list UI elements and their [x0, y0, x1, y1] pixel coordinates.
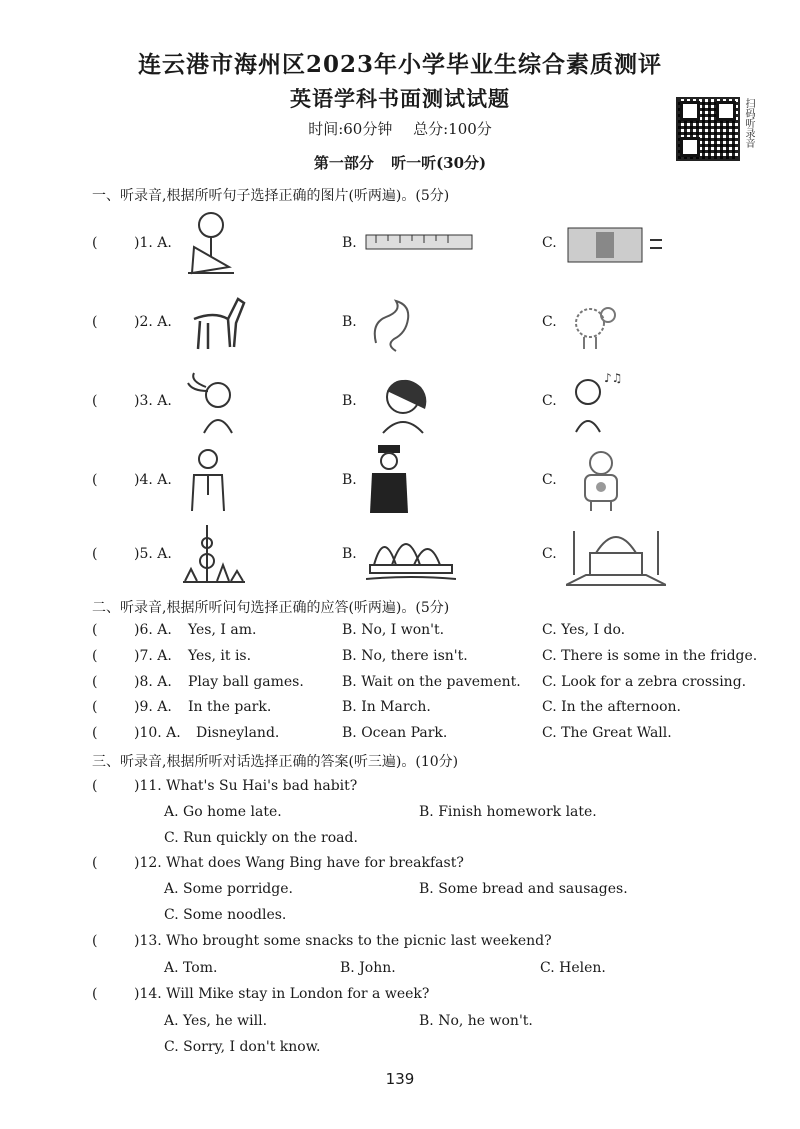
- question-number: )2. A.: [134, 314, 172, 330]
- question-row: [92, 855, 772, 875]
- option-c: C. Run quickly on the road.: [164, 830, 358, 846]
- question-number: )9. A.: [134, 699, 172, 715]
- question-row: [92, 933, 772, 953]
- options-row: [92, 907, 772, 927]
- taj-mahal-icon: [565, 516, 667, 588]
- answer-paren[interactable]: (: [92, 472, 98, 488]
- answer-paren[interactable]: (: [92, 648, 98, 664]
- sheep-icon: [565, 292, 627, 356]
- options-row: [92, 804, 772, 824]
- option-b: B. Some bread and sausages.: [419, 881, 628, 897]
- options-row: [92, 830, 772, 850]
- answer-paren[interactable]: (: [92, 235, 98, 251]
- exam-title: 连云港市海州区2023年小学毕业生综合素质测评: [137, 51, 662, 78]
- ruler-icon: [363, 230, 475, 254]
- option-c: C. In the afternoon.: [542, 699, 681, 715]
- option-b-label: B.: [342, 393, 357, 409]
- question-row: [92, 648, 772, 668]
- qr-caption: 扫码听录音: [743, 98, 754, 148]
- option-c-label: C.: [542, 393, 557, 409]
- question-stem: )13. Who brought some snacks to the picnic last weekend?: [134, 933, 552, 949]
- question-row: [92, 699, 772, 719]
- answer-paren[interactable]: (: [92, 933, 98, 949]
- question-stem: )12. What does Wang Bing have for breakfast?: [134, 855, 464, 871]
- oriental-pearl-tower-icon: [182, 522, 246, 586]
- question-number: )8. A.: [134, 674, 172, 690]
- option-b-label: B.: [342, 546, 357, 562]
- option-c: C. There is some in the fridge.: [542, 648, 758, 664]
- option-a: A. Tom.: [164, 960, 218, 976]
- option-a: Play ball games.: [188, 674, 304, 690]
- option-a: Yes, it is.: [188, 648, 252, 664]
- option-a: Yes, I am.: [188, 622, 257, 638]
- question-number: )1. A.: [134, 235, 172, 251]
- option-c-label: C.: [542, 472, 557, 488]
- option-b: B. In March.: [342, 699, 431, 715]
- horse-icon: [183, 288, 250, 358]
- answer-paren[interactable]: (: [92, 393, 98, 409]
- option-c-label: C.: [542, 314, 557, 330]
- answer-paren[interactable]: (: [92, 546, 98, 562]
- svg-text:♪♫: ♪♫: [604, 371, 623, 385]
- answer-paren[interactable]: (: [92, 674, 98, 690]
- option-c: C. The Great Wall.: [542, 725, 672, 741]
- answer-paren[interactable]: (: [92, 986, 98, 1002]
- question-row: [92, 622, 772, 642]
- option-b: B. Finish homework late.: [419, 804, 597, 820]
- section1-heading: 一、听录音,根据所听句子选择正确的图片(听两遍)。(5分): [92, 188, 450, 204]
- exam-time: 时间:60分钟: [308, 120, 393, 138]
- sick-girl-icon: [370, 368, 437, 436]
- option-b: B. No, I won't.: [342, 622, 445, 638]
- question-row: [92, 778, 772, 798]
- windy-girl-icon: [185, 370, 247, 436]
- question-number: )5. A.: [134, 546, 172, 562]
- question-stem: )11. What's Su Hai's bad habit?: [134, 778, 358, 794]
- option-c-label: C.: [542, 546, 557, 562]
- part-name: 听一听(30分): [391, 154, 487, 172]
- option-c: C. Helen.: [540, 960, 606, 976]
- option-b: B. No, there isn't.: [342, 648, 468, 664]
- option-a: A. Some porridge.: [164, 881, 293, 897]
- telescope-icon: [183, 206, 240, 278]
- section3-heading: 三、听录音,根据所听对话选择正确的答案(听三遍)。(10分): [92, 754, 459, 770]
- option-b: B. No, he won't.: [419, 1013, 533, 1029]
- question-row: [92, 725, 772, 745]
- policeman-icon: [365, 442, 413, 514]
- option-b: B. Wait on the pavement.: [342, 674, 521, 690]
- option-a: A. Yes, he will.: [164, 1013, 268, 1029]
- option-c: C. Yes, I do.: [542, 622, 626, 638]
- answer-paren[interactable]: (: [92, 855, 98, 871]
- question-number: )6. A.: [134, 622, 172, 638]
- dragon-icon: [365, 292, 422, 356]
- answer-paren[interactable]: (: [92, 622, 98, 638]
- question-row: [92, 674, 772, 694]
- option-a: In the park.: [188, 699, 272, 715]
- option-c: C. Some noodles.: [164, 907, 287, 923]
- sydney-opera-house-icon: [365, 518, 457, 586]
- answer-paren[interactable]: (: [92, 725, 98, 741]
- option-b: B. Ocean Park.: [342, 725, 448, 741]
- exam-subtitle: 英语学科书面测试试题: [290, 86, 510, 111]
- options-row: [92, 881, 772, 901]
- part-label: 第一部分: [313, 154, 374, 172]
- answer-paren[interactable]: (: [92, 778, 98, 794]
- exam-total: 总分:100分: [413, 120, 492, 138]
- section2-heading: 二、听录音,根据所听问句选择正确的应答(听两遍)。(5分): [92, 600, 450, 616]
- question-number: )7. A.: [134, 648, 172, 664]
- option-c-label: C.: [542, 235, 557, 251]
- options-row: [92, 1013, 772, 1033]
- option-c: C. Sorry, I don't know.: [164, 1039, 321, 1055]
- question-row: [92, 986, 772, 1006]
- question-stem: )14. Will Mike stay in London for a week?: [134, 986, 430, 1002]
- answer-paren[interactable]: (: [92, 699, 98, 715]
- page-number: 139: [385, 1070, 415, 1088]
- question-number: )4. A.: [134, 472, 172, 488]
- businessman-icon: [185, 444, 231, 514]
- blackboard-icon: [565, 225, 667, 265]
- astronaut-icon: [570, 446, 632, 514]
- option-a: A. Go home late.: [164, 804, 282, 820]
- option-b-label: B.: [342, 472, 357, 488]
- option-b-label: B.: [342, 235, 357, 251]
- part-title: [0, 152, 800, 173]
- options-row: [92, 960, 772, 980]
- option-b: B. John.: [340, 960, 396, 976]
- option-a: Disneyland.: [196, 725, 280, 741]
- singing-girl-icon: [565, 365, 627, 435]
- answer-paren[interactable]: (: [92, 314, 98, 330]
- option-c: C. Look for a zebra crossing.: [542, 674, 747, 690]
- options-row: [92, 1039, 772, 1059]
- option-b-label: B.: [342, 314, 357, 330]
- question-number: )10. A.: [134, 725, 181, 741]
- question-number: )3. A.: [134, 393, 172, 409]
